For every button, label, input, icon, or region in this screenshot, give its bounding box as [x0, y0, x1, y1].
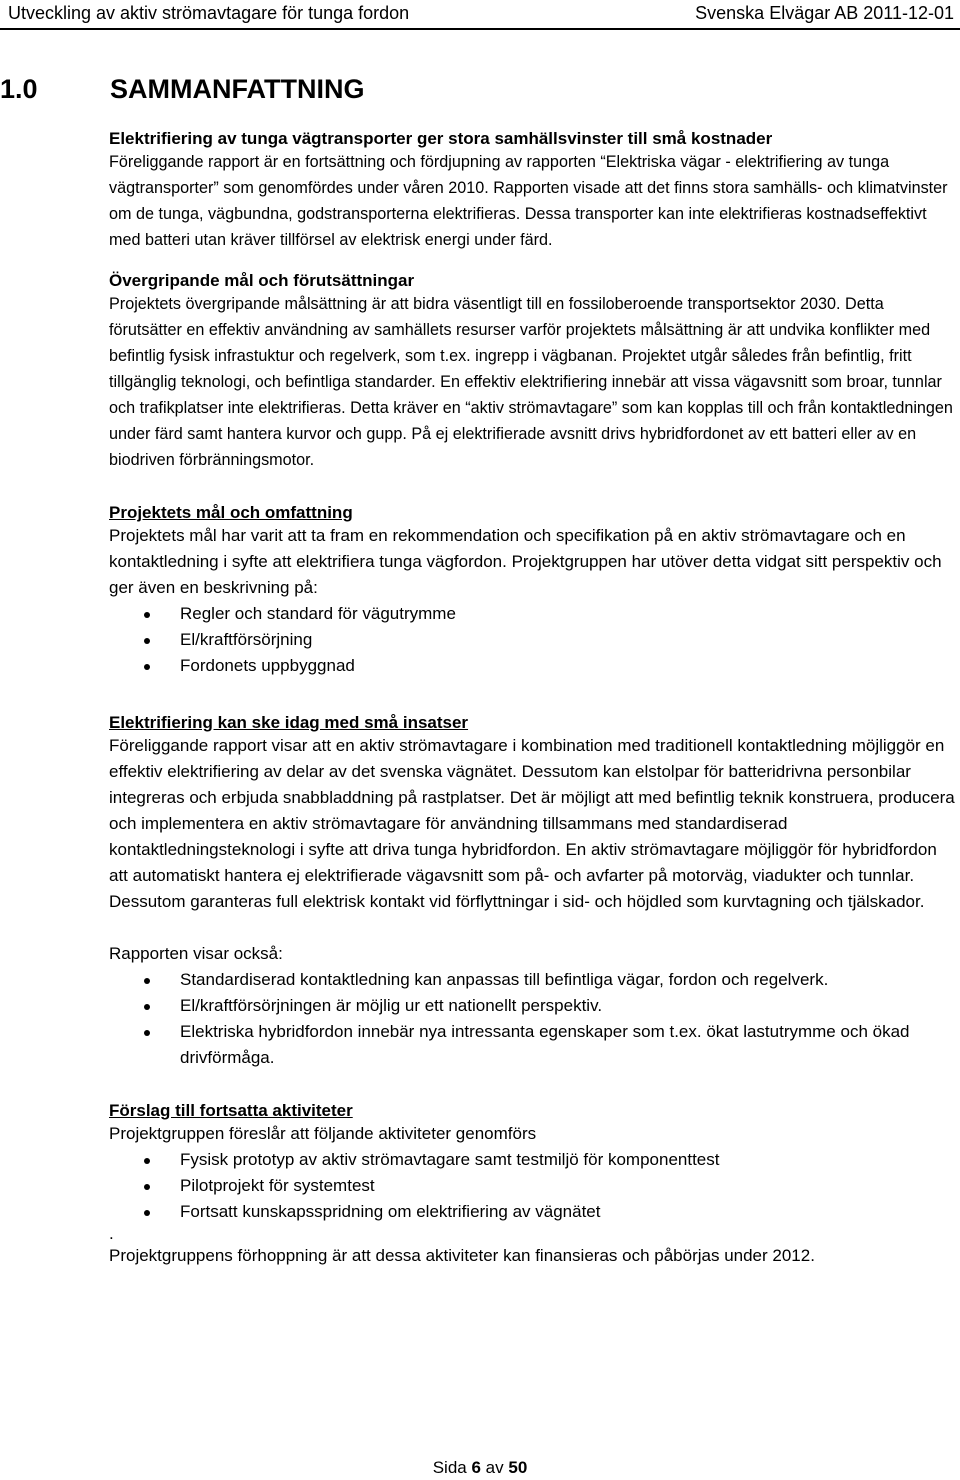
- section-title: Övergripande mål och förutsättningar: [109, 271, 415, 290]
- stray-period: .: [109, 1224, 114, 1243]
- list-item: Regler och standard för vägutrymme: [109, 601, 959, 627]
- bullet-icon: [144, 1158, 150, 1164]
- page-footer: [0, 1458, 960, 1478]
- list-item: Standardiserad kontaktledning kan anpassas till befintliga vägar, fordon och regelverk.: [109, 967, 959, 993]
- bullet-icon: [144, 638, 150, 644]
- bullet-list: [109, 601, 959, 679]
- section-title: Förslag till fortsatta aktiviteter: [109, 1101, 353, 1120]
- chapter-number: 1.0: [0, 74, 38, 104]
- section-paragraph: Föreliggande rapport visar att en aktiv strömavtagare i kombination med traditionell kontaktledning möjliggör en effektiv elektrifiering av delar av det svenska vägnätet. Dessutom kan elstolpar för batteridrivna personbilar integreras och erbjuda snabbladdning på rastplatser. Det är möjligt att med befintlig teknik konstruera, producera och implementera en aktiv strömavtagare för användning tillsammans med standardiserad kontaktledningsteknologi i syfte att driva tunga hybridfordon. En aktiv strömavtagare möjliggör för hybridfordon att automatiskt hantera ej elektrifierade vägavsnitt som på- och avfarter på motorväg, viadukter och tunnlar. Dessutom garanteras full elektrisk kontakt vid förflyttningar i sid- och höjdled som kurvtagning och tjälskador.: [109, 736, 955, 911]
- section-intro: [109, 129, 959, 253]
- section-title: Elektrifiering av tunga vägtransporter ger stora samhällsvinster till små kostnader: [109, 129, 773, 148]
- list-item: El/kraftförsörjning: [109, 627, 959, 653]
- header-company-date: Svenska Elvägar AB 2011-12-01: [695, 3, 954, 23]
- bullet-icon: [144, 612, 150, 618]
- section-project-goals: [109, 503, 959, 679]
- footer-page-total: 50: [508, 1458, 528, 1477]
- closing-paragraph: Projektgruppens förhoppning är att dessa aktiviteter kan finansieras och påbörjas under 2012.: [109, 1246, 815, 1265]
- bullet-icon: [144, 1004, 150, 1010]
- list-item: El/kraftförsörjningen är möjlig ur ett nationellt perspektiv.: [109, 993, 959, 1019]
- section-report-also-shows: [109, 941, 959, 1071]
- header-divider: [0, 28, 960, 30]
- section-proposed-activities: [109, 1101, 959, 1269]
- section-title: Elektrifiering kan ske idag med små insatser: [109, 713, 469, 732]
- section-paragraph: Projektets övergripande målsättning är att bidra väsentligt till en fossiloberoende transportsektor 2030. Detta förutsätter en effektiv användning av samhällets resurser varför projektets målsättning är att undvika konflikter med befintlig fysisk infrastuktur och regelverk, som t.ex. ingrepp i vägbanan. Projektet utgår således från befintlig, fritt tillgänglig teknologi, och befintliga standarder. En effektiv elektrifiering innebär att vissa vägavsnitt som broar, tunnlar och trafikplatser inte elektrifieras. Detta kräver en “aktiv strömavtagare” som kan kopplas till och från kontaktledningen under färd samt hantera kurvor och gupp. På ej elektrifierade avsnitt drivs hybridfordonet av ett batteri eller av en biodriven förbränningsmotor.: [109, 295, 953, 469]
- bullet-list: [109, 967, 959, 1071]
- list-item: Fortsatt kunskapsspridning om elektrifiering av vägnätet: [109, 1199, 959, 1225]
- list-item: Fysisk prototyp av aktiv strömavtagare samt testmiljö för komponenttest: [109, 1147, 959, 1173]
- bullet-icon: [144, 664, 150, 670]
- footer-page-number: 6: [471, 1458, 481, 1477]
- chapter-title: SAMMANFATTNING: [110, 74, 365, 104]
- bullet-icon: [144, 978, 150, 984]
- bullet-list: [109, 1147, 959, 1225]
- section-electrification-today: [109, 713, 959, 915]
- section-paragraph: Föreliggande rapport är en fortsättning och fördjupning av rapporten “Elektriska vägar - elektrifiering av tunga vägtransporter” som genomfördes under våren 2010. Rapporten visade att det finns stora samhälls- och klimatvinster om de tunga, vägbundna, godstransporterna elektrifieras. Dessa transporter kan inte elektrifieras kostnadseffektivt med batteri utan kräver tillförsel av elektrisk energi under färd.: [109, 153, 948, 249]
- page-header: [0, 0, 960, 30]
- footer-page-label: Sida: [432, 1458, 467, 1477]
- footer-page-separator: av: [485, 1458, 504, 1477]
- section-paragraph: Projektets mål har varit att ta fram en rekommendation och specifikation på en aktiv strömavtagare och en kontaktledning i syfte att elektrifiera tunga vägfordon. Projektgruppen har utöver detta vidgat sitt perspektiv och ger även en beskrivning på:: [109, 526, 942, 597]
- bullet-icon: [144, 1030, 150, 1036]
- list-item: Elektriska hybridfordon innebär nya intressanta egenskaper som t.ex. ökat lastutrymme och ökad drivförmåga.: [109, 1019, 959, 1071]
- list-item: Pilotprojekt för systemtest: [109, 1173, 959, 1199]
- header-document-title: Utveckling av aktiv strömavtagare för tunga fordon: [8, 3, 410, 23]
- section-intro-text: Rapporten visar också:: [109, 944, 283, 963]
- section-intro-text: Projektgruppen föreslår att följande aktiviteter genomförs: [109, 1124, 537, 1143]
- summary-body: [109, 129, 959, 1269]
- bullet-icon: [144, 1210, 150, 1216]
- section-goals-conditions: [109, 271, 959, 473]
- section-title: Projektets mål och omfattning: [109, 503, 353, 522]
- bullet-icon: [144, 1184, 150, 1190]
- list-item: Fordonets uppbyggnad: [109, 653, 959, 679]
